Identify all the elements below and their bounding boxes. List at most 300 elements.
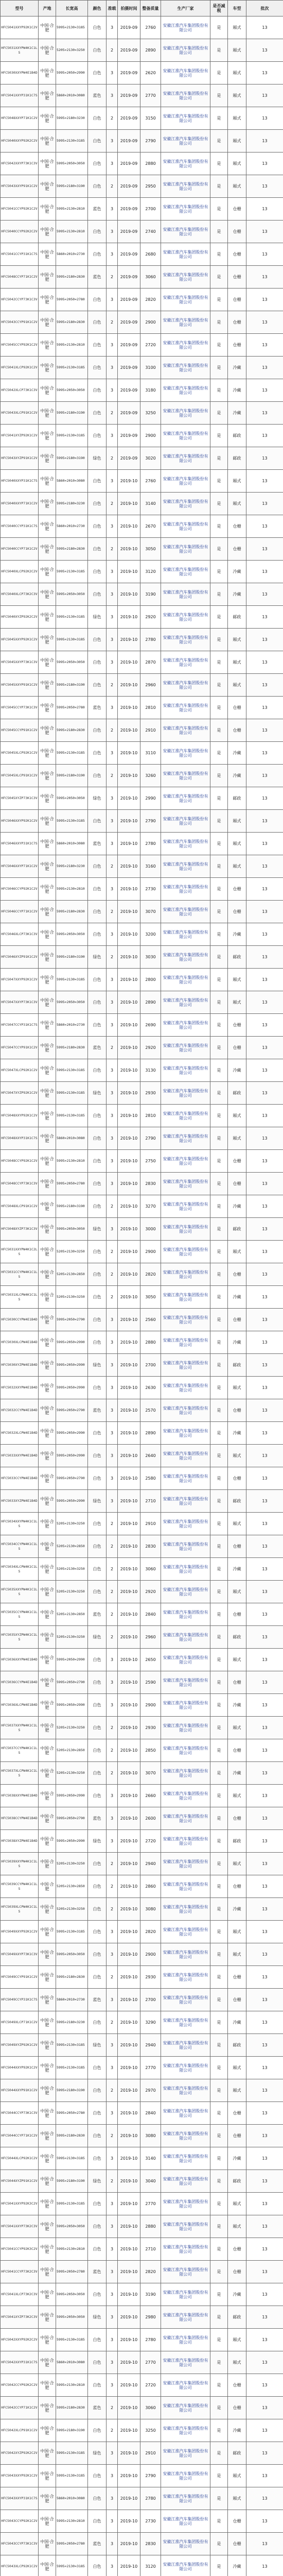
cell-vehicle-type: 冷藏 xyxy=(228,1898,246,1921)
cell-model: HFC5046XXYP71K1C2V xyxy=(1,855,39,878)
cell-dimensions: 5995×2180×3190 xyxy=(56,765,88,787)
cell-tax-reduction: 是 xyxy=(210,2261,228,2283)
cell-date: 2019-10 xyxy=(118,515,140,538)
cell-color: 白色 xyxy=(88,152,107,175)
cell-model: HFC5041CCYP92K1C2V xyxy=(1,198,39,221)
cell-seats: 3 xyxy=(107,2283,118,2306)
cell-batch: 13 xyxy=(246,311,283,334)
cell-manufacturer: 安徽江淮汽车集团股份有限公司 xyxy=(161,2487,210,2510)
cell-curb-weight: 2810 xyxy=(140,697,161,719)
cell-curb-weight: 3050 xyxy=(140,1286,161,1309)
cell-dimensions: 5995×2130×3185 xyxy=(56,2057,88,2079)
cell-curb-weight: 2920 xyxy=(140,1037,161,1059)
cell-manufacturer: 安徽江淮汽车集团股份有限公司 xyxy=(161,1467,210,1490)
cell-curb-weight: 2940 xyxy=(140,1853,161,1875)
cell-color: 白色 xyxy=(88,1875,107,1898)
cell-manufacturer: 安徽江淮汽车集团股份有限公司 xyxy=(161,1037,210,1059)
cell-color: 白色 xyxy=(88,1762,107,1785)
cell-seats: 3 xyxy=(107,1785,118,1807)
cell-dimensions: 5995×2130×2810 xyxy=(56,334,88,357)
cell-vehicle-type: 厢式 xyxy=(228,2057,246,2079)
cell-tax-reduction: 是 xyxy=(210,2374,228,2397)
table-row xyxy=(1,311,283,334)
cell-tax-reduction: 是 xyxy=(210,447,228,470)
cell-dimensions: 5995×2130×3185 xyxy=(56,629,88,651)
cell-tax-reduction: 是 xyxy=(210,152,228,175)
cell-tax-reduction: 是 xyxy=(210,2193,228,2215)
cell-vehicle-type: 厢式 xyxy=(228,1513,246,1535)
cell-seats: 2 xyxy=(107,1037,118,1059)
cell-tax-reduction: 是 xyxy=(210,425,228,447)
cell-tax-reduction: 是 xyxy=(210,175,228,198)
cell-manufacturer: 安徽江淮汽车集团股份有限公司 xyxy=(161,991,210,1014)
cell-color: 绿色 xyxy=(88,1354,107,1377)
cell-tax-reduction: 是 xyxy=(210,1399,228,1422)
cell-model: HFC5035XYZPW4K1C1LS xyxy=(1,1626,39,1649)
cell-manufacturer: 安徽江淮汽车集团股份有限公司 xyxy=(161,855,210,878)
cell-tax-reduction: 是 xyxy=(210,1762,228,1785)
cell-origin: 中国·合肥 xyxy=(39,583,56,606)
cell-batch: 13 xyxy=(246,946,283,969)
cell-model: HFC5049CCYP31K1C7S xyxy=(1,1989,39,2011)
cell-model: HFC5046CCYP92K1C2V xyxy=(1,878,39,901)
cell-vehicle-type: 厢式 xyxy=(228,1377,246,1399)
cell-origin: 中国·合肥 xyxy=(39,923,56,946)
cell-seats: 3 xyxy=(107,1490,118,1513)
cell-date: 2019-10 xyxy=(118,1014,140,1037)
cell-color: 绿色 xyxy=(88,1082,107,1105)
cell-manufacturer: 安徽江淮汽车集团股份有限公司 xyxy=(161,1309,210,1331)
cell-batch: 13 xyxy=(246,1195,283,1218)
cell-curb-weight: 2920 xyxy=(140,1581,161,1603)
cell-vehicle-type: 厢式 xyxy=(228,810,246,833)
cell-seats: 2 xyxy=(107,1853,118,1875)
cell-curb-weight: 2790 xyxy=(140,810,161,833)
cell-origin: 中国·合肥 xyxy=(39,1603,56,1626)
cell-dimensions: 5995×2050×3050 xyxy=(56,651,88,674)
cell-dimensions: 5995×2180×3190 xyxy=(56,175,88,198)
cell-vehicle-type: 邮政 xyxy=(228,1218,246,1241)
cell-origin: 中国·合肥 xyxy=(39,946,56,969)
cell-dimensions: 5995×2130×3185 xyxy=(56,1059,88,1082)
cell-batch: 13 xyxy=(246,583,283,606)
cell-curb-weight: 3040 xyxy=(140,2170,161,2193)
table-row xyxy=(1,651,283,674)
cell-date: 2019-10 xyxy=(118,2397,140,2419)
cell-dimensions: 5995×2050×2780 xyxy=(56,1173,88,1195)
cell-seats: 2 xyxy=(107,946,118,969)
cell-tax-reduction: 是 xyxy=(210,2442,228,2465)
cell-tax-reduction: 是 xyxy=(210,243,228,266)
cell-dimensions: 5995×2050×2990 xyxy=(56,1422,88,1445)
cell-origin: 中国·合肥 xyxy=(39,2397,56,2419)
cell-batch: 13 xyxy=(246,470,283,493)
cell-seats: 3 xyxy=(107,2057,118,2079)
cell-tax-reduction: 是 xyxy=(210,1263,228,1286)
cell-model: HFC5045XLCP91K1C2V xyxy=(1,765,39,787)
table-row xyxy=(1,1399,283,1422)
cell-dimensions: 5995×2050×2990 xyxy=(56,1490,88,1513)
cell-batch: 13 xyxy=(246,1898,283,1921)
cell-batch: 13 xyxy=(246,357,283,379)
table-row xyxy=(1,1127,283,1150)
cell-date: 2019-10 xyxy=(118,470,140,493)
cell-origin: 中国·合肥 xyxy=(39,379,56,402)
cell-batch: 13 xyxy=(246,538,283,561)
cell-manufacturer: 安徽江淮汽车集团股份有限公司 xyxy=(161,1195,210,1218)
cell-curb-weight: 2820 xyxy=(140,289,161,311)
cell-origin: 中国·合肥 xyxy=(39,765,56,787)
cell-model: HFC5048CCYP73K1C3V xyxy=(1,1173,39,1195)
cell-batch: 13 xyxy=(246,1445,283,1467)
cell-tax-reduction: 是 xyxy=(210,1626,228,1649)
cell-dimensions: 5995×2180×3230 xyxy=(56,855,88,878)
table-row xyxy=(1,198,283,221)
cell-curb-weight: 3270 xyxy=(140,1195,161,1218)
cell-seats: 2 xyxy=(107,1626,118,1649)
table-body xyxy=(1,16,283,2576)
cell-dimensions: 5995×2050×2790 xyxy=(56,1399,88,1422)
cell-date: 2019-10 xyxy=(118,1830,140,1853)
cell-model: HFC5041CCYP73K2C3V xyxy=(1,2261,39,2283)
cell-color: 白色 xyxy=(88,2147,107,2170)
cell-dimensions: 5995×2050×3050 xyxy=(56,583,88,606)
cell-dimensions: 5995×2050×2990 xyxy=(56,1785,88,1807)
cell-color: 白色 xyxy=(88,2079,107,2102)
cell-manufacturer: 安徽江淮汽车集团股份有限公司 xyxy=(161,289,210,311)
cell-color: 绿色 xyxy=(88,1830,107,1853)
cell-origin: 中国·合肥 xyxy=(39,289,56,311)
table-row xyxy=(1,1649,283,1671)
cell-origin: 中国·合肥 xyxy=(39,901,56,923)
cell-color: 白色 xyxy=(88,878,107,901)
cell-vehicle-type: 厢式 xyxy=(228,2487,246,2510)
cell-seats: 3 xyxy=(107,334,118,357)
cell-vehicle-type: 厢式 xyxy=(228,2351,246,2374)
cell-date: 2019-10 xyxy=(118,1671,140,1694)
cell-vehicle-type: 仓栅 xyxy=(228,2533,246,2555)
cell-curb-weight: 2660 xyxy=(140,1785,161,1807)
cell-tax-reduction: 是 xyxy=(210,719,228,742)
cell-origin: 中国·合肥 xyxy=(39,674,56,697)
cell-seats: 3 xyxy=(107,2306,118,2329)
cell-date: 2019-10 xyxy=(118,2510,140,2533)
cell-model: HFC5048XYZP73K1C3V xyxy=(1,1218,39,1241)
cell-model: HFC5048CCYP71K1C2V xyxy=(1,266,39,289)
cell-batch: 13 xyxy=(246,1127,283,1150)
cell-color: 白色 xyxy=(88,2510,107,2533)
cell-model: HFC5041XXYP73K2C3V xyxy=(1,2215,39,2238)
cell-model: HFC5040CCYP31K1C7S xyxy=(1,515,39,538)
cell-dimensions: 5995×2050×3050 xyxy=(56,152,88,175)
cell-manufacturer: 安徽江淮汽车集团股份有限公司 xyxy=(161,2442,210,2465)
cell-model: HFC5039XXYPW4K1C1LS xyxy=(1,1853,39,1875)
cell-model: HFC5044XYZP91K1C2V xyxy=(1,2170,39,2193)
cell-curb-weight: 2580 xyxy=(140,1467,161,1490)
cell-model: HFC5031CCYPW4K1C1LS xyxy=(1,1263,39,1286)
cell-seats: 3 xyxy=(107,1422,118,1445)
cell-vehicle-type: 邮政 xyxy=(228,1082,246,1105)
cell-model: HFC5042XLCP73K1C3V xyxy=(1,379,39,402)
cell-dimensions: 5995×2050×2990 xyxy=(56,1377,88,1399)
cell-dimensions: 5995×2130×3185 xyxy=(56,1105,88,1127)
cell-batch: 13 xyxy=(246,1422,283,1445)
cell-curb-weight: 2880 xyxy=(140,2215,161,2238)
cell-origin: 中国·合肥 xyxy=(39,1127,56,1150)
cell-model: HFC5035CCYPW4K1C1LS xyxy=(1,1603,39,1626)
cell-seats: 2 xyxy=(107,1717,118,1739)
cell-batch: 13 xyxy=(246,674,283,697)
cell-batch: 13 xyxy=(246,334,283,357)
cell-manufacturer: 安徽江淮汽车集团股份有限公司 xyxy=(161,1921,210,1943)
cell-date: 2019-10 xyxy=(118,810,140,833)
cell-manufacturer: 安徽江淮汽车集团股份有限公司 xyxy=(161,470,210,493)
cell-vehicle-type: 邮政 xyxy=(228,787,246,810)
cell-date: 2019-10 xyxy=(118,2215,140,2238)
cell-seats: 3 xyxy=(107,243,118,266)
cell-vehicle-type: 仓栅 xyxy=(228,1309,246,1331)
cell-origin: 中国·合肥 xyxy=(39,697,56,719)
cell-vehicle-type: 厢式 xyxy=(228,107,246,130)
cell-batch: 13 xyxy=(246,2057,283,2079)
cell-date: 2019-10 xyxy=(118,969,140,991)
cell-origin: 中国·合肥 xyxy=(39,2419,56,2442)
cell-model: HFC5043XLCP91K1C2V xyxy=(1,402,39,425)
cell-manufacturer: 安徽江淮汽车集团股份有限公司 xyxy=(161,1830,210,1853)
cell-manufacturer: 安徽江淮汽车集团股份有限公司 xyxy=(161,1603,210,1626)
cell-vehicle-type: 仓栅 xyxy=(228,1535,246,1558)
table-row xyxy=(1,1082,283,1105)
cell-dimensions: 5995×2130×3185 xyxy=(56,2034,88,2057)
cell-date: 2019-09 xyxy=(118,311,140,334)
table-row xyxy=(1,2283,283,2306)
header-dimensions: 长宽高 xyxy=(56,1,88,16)
cell-seats: 2 xyxy=(107,901,118,923)
cell-origin: 中国·合肥 xyxy=(39,538,56,561)
cell-origin: 中国·合肥 xyxy=(39,878,56,901)
cell-manufacturer: 安徽江淮汽车集团股份有限公司 xyxy=(161,1558,210,1581)
cell-model: HFC5031XXYPW4K1C1LS xyxy=(1,39,39,62)
cell-origin: 中国·合肥 xyxy=(39,2510,56,2533)
header-manufacturer: 生产厂家 xyxy=(161,1,210,16)
cell-vehicle-type: 冷藏 xyxy=(228,1286,246,1309)
cell-model: HFC5041XXYP31K1C7S xyxy=(1,84,39,107)
table-row xyxy=(1,1558,283,1581)
cell-dimensions: 5995×2050×2790 xyxy=(56,1807,88,1830)
cell-vehicle-type: 厢式 xyxy=(228,2215,246,2238)
cell-curb-weight: 2780 xyxy=(140,2329,161,2351)
cell-color: 白色 xyxy=(88,175,107,198)
cell-origin: 中国·合肥 xyxy=(39,1286,56,1309)
cell-model: HFC5049XXYP73K1C3V xyxy=(1,1943,39,1966)
cell-vehicle-type: 邮政 xyxy=(228,447,246,470)
cell-color: 白色 xyxy=(88,2329,107,2351)
cell-tax-reduction: 是 xyxy=(210,810,228,833)
table-row xyxy=(1,1989,283,2011)
cell-manufacturer: 安徽江淮汽车集团股份有限公司 xyxy=(161,901,210,923)
cell-curb-weight: 2820 xyxy=(140,1921,161,1943)
cell-manufacturer: 安徽江淮汽车集团股份有限公司 xyxy=(161,1535,210,1558)
cell-seats: 3 xyxy=(107,742,118,765)
cell-curb-weight: 2830 xyxy=(140,1535,161,1558)
cell-curb-weight: 2640 xyxy=(140,1445,161,1467)
cell-curb-weight: 2630 xyxy=(140,1377,161,1399)
cell-color: 白色 xyxy=(88,1694,107,1717)
cell-seats: 3 xyxy=(107,1082,118,1105)
cell-batch: 13 xyxy=(246,1037,283,1059)
cell-date: 2019-10 xyxy=(118,2125,140,2147)
cell-model: HFC5047XXYP92K1C2V xyxy=(1,969,39,991)
cell-origin: 中国·合肥 xyxy=(39,1445,56,1467)
cell-tax-reduction: 是 xyxy=(210,2306,228,2329)
cell-curb-weight: 2620 xyxy=(140,62,161,84)
cell-vehicle-type: 仓栅 xyxy=(228,1966,246,1989)
cell-batch: 13 xyxy=(246,1739,283,1762)
cell-color: 白色 xyxy=(88,2487,107,2510)
cell-dimensions: 5860×2010×2730 xyxy=(56,1989,88,2011)
cell-tax-reduction: 是 xyxy=(210,1830,228,1853)
cell-dimensions: 5995×2180×3190 xyxy=(56,402,88,425)
cell-batch: 13 xyxy=(246,765,283,787)
cell-tax-reduction: 是 xyxy=(210,1037,228,1059)
cell-tax-reduction: 是 xyxy=(210,266,228,289)
cell-batch: 13 xyxy=(246,606,283,629)
cell-curb-weight: 2930 xyxy=(140,1717,161,1739)
cell-manufacturer: 安徽江淮汽车集团股份有限公司 xyxy=(161,2397,210,2419)
cell-tax-reduction: 是 xyxy=(210,2238,228,2261)
cell-curb-weight: 2560 xyxy=(140,1309,161,1331)
cell-batch: 13 xyxy=(246,969,283,991)
cell-vehicle-type: 冷藏 xyxy=(228,1059,246,1082)
cell-batch: 13 xyxy=(246,901,283,923)
cell-batch: 13 xyxy=(246,2510,283,2533)
cell-dimensions: 5995×2050×2990 xyxy=(56,1830,88,1853)
cell-color: 白色 xyxy=(88,1535,107,1558)
cell-dimensions: 5205×2130×3250 xyxy=(56,1762,88,1785)
cell-vehicle-type: 仓栅 xyxy=(228,2238,246,2261)
cell-tax-reduction: 是 xyxy=(210,583,228,606)
cell-vehicle-type: 邮政 xyxy=(228,1354,246,1377)
cell-model: HFC5037XXYPW4K1C1LS xyxy=(1,1717,39,1739)
cell-curb-weight: 2960 xyxy=(140,674,161,697)
cell-origin: 中国·合肥 xyxy=(39,561,56,583)
cell-date: 2019-09 xyxy=(118,175,140,198)
cell-origin: 中国·合肥 xyxy=(39,1989,56,2011)
cell-date: 2019-10 xyxy=(118,1966,140,1989)
cell-tax-reduction: 是 xyxy=(210,16,228,39)
cell-batch: 13 xyxy=(246,2351,283,2374)
cell-curb-weight: 2930 xyxy=(140,1966,161,1989)
cell-batch: 13 xyxy=(246,1173,283,1195)
cell-manufacturer: 安徽江淮汽车集团股份有限公司 xyxy=(161,651,210,674)
cell-origin: 中国·合肥 xyxy=(39,1399,56,1422)
cell-curb-weight: 3080 xyxy=(140,2125,161,2147)
table-row xyxy=(1,1014,283,1037)
cell-curb-weight: 3200 xyxy=(140,923,161,946)
cell-model: HFC5032CCYPW4E1B4D xyxy=(1,1399,39,1422)
cell-vehicle-type: 仓栅 xyxy=(228,1671,246,1694)
cell-curb-weight: 3260 xyxy=(140,765,161,787)
cell-batch: 13 xyxy=(246,651,283,674)
cell-seats: 3 xyxy=(107,561,118,583)
cell-color: 白色 xyxy=(88,2283,107,2306)
cell-date: 2019-10 xyxy=(118,2419,140,2442)
cell-seats: 2 xyxy=(107,1263,118,1286)
cell-tax-reduction: 是 xyxy=(210,62,228,84)
cell-tax-reduction: 是 xyxy=(210,379,228,402)
cell-origin: 中国·合肥 xyxy=(39,1218,56,1241)
cell-vehicle-type: 仓栅 xyxy=(228,1467,246,1490)
cell-date: 2019-10 xyxy=(118,2193,140,2215)
cell-batch: 13 xyxy=(246,810,283,833)
cell-dimensions: 5995×2050×2990 xyxy=(56,1694,88,1717)
cell-dimensions: 5995×2130×2810 xyxy=(56,2238,88,2261)
table-row xyxy=(1,447,283,470)
cell-seats: 2 xyxy=(107,2397,118,2419)
cell-seats: 3 xyxy=(107,62,118,84)
cell-model: HFC5031XLCPW4K1C1LS xyxy=(1,1286,39,1309)
cell-model: HFC5049XXYP92K1C2V xyxy=(1,1921,39,1943)
table-row xyxy=(1,2442,283,2465)
cell-model: HFC5044XLCP92K1C2V xyxy=(1,2147,39,2170)
cell-origin: 中国·合肥 xyxy=(39,2102,56,2125)
cell-vehicle-type: 冷藏 xyxy=(228,742,246,765)
cell-batch: 13 xyxy=(246,2238,283,2261)
cell-vehicle-type: 邮政 xyxy=(228,2442,246,2465)
cell-manufacturer: 安徽江淮汽车集团股份有限公司 xyxy=(161,447,210,470)
cell-curb-weight: 2780 xyxy=(140,833,161,855)
cell-curb-weight: 2970 xyxy=(140,2079,161,2102)
cell-seats: 2 xyxy=(107,1875,118,1898)
cell-dimensions: 5995×2180×3190 xyxy=(56,2170,88,2193)
cell-model: HFC5042XXYP73K1C3V xyxy=(1,152,39,175)
cell-batch: 13 xyxy=(246,2147,283,2170)
cell-origin: 中国·合肥 xyxy=(39,2442,56,2465)
cell-manufacturer: 安徽江淮汽车集团股份有限公司 xyxy=(161,2533,210,2555)
cell-tax-reduction: 是 xyxy=(210,1739,228,1762)
cell-vehicle-type: 仓栅 xyxy=(228,334,246,357)
table-row xyxy=(1,357,283,379)
cell-date: 2019-10 xyxy=(118,1649,140,1671)
cell-date: 2019-10 xyxy=(118,2374,140,2397)
cell-curb-weight: 2930 xyxy=(140,1082,161,1105)
cell-date: 2019-10 xyxy=(118,1762,140,1785)
cell-origin: 中国·合肥 xyxy=(39,1694,56,1717)
cell-tax-reduction: 是 xyxy=(210,2555,228,2576)
cell-manufacturer: 安徽江淮汽车集团股份有限公司 xyxy=(161,1173,210,1195)
cell-batch: 13 xyxy=(246,1671,283,1694)
cell-dimensions: 5995×2050×3050 xyxy=(56,1943,88,1966)
cell-model: HFC5040XYZP92K2C2V xyxy=(1,606,39,629)
cell-tax-reduction: 是 xyxy=(210,1173,228,1195)
cell-vehicle-type: 仓栅 xyxy=(228,719,246,742)
cell-color: 绿色 xyxy=(88,606,107,629)
cell-date: 2019-10 xyxy=(118,923,140,946)
table-row xyxy=(1,39,283,62)
cell-curb-weight: 2910 xyxy=(140,719,161,742)
cell-seats: 2 xyxy=(107,855,118,878)
cell-batch: 13 xyxy=(246,107,283,130)
cell-dimensions: 5995×2050×3050 xyxy=(56,379,88,402)
cell-vehicle-type: 仓栅 xyxy=(228,221,246,243)
cell-origin: 中国·合肥 xyxy=(39,402,56,425)
cell-origin: 中国·合肥 xyxy=(39,1626,56,1649)
cell-tax-reduction: 是 xyxy=(210,2057,228,2079)
cell-batch: 13 xyxy=(246,447,283,470)
cell-color: 白色 xyxy=(88,923,107,946)
cell-curb-weight: 2960 xyxy=(140,1626,161,1649)
cell-color: 绿色 xyxy=(88,2306,107,2329)
